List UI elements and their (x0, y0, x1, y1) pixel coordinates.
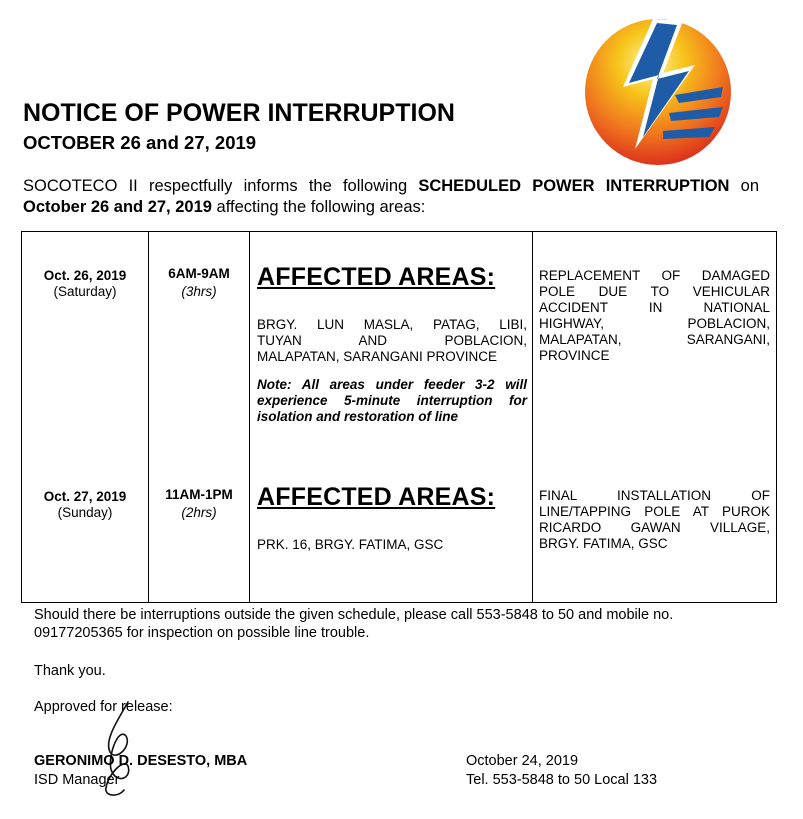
schedule-table (21, 231, 777, 603)
signatory-title: ISD Manager (34, 772, 120, 788)
telephone-number: Tel. 553-5848 to 50 Local 133 (466, 772, 658, 788)
reason-line: REPLACEMENT OF DAMAGED (539, 268, 770, 283)
schedule-row-2-date-cell (22, 489, 148, 521)
reason-line: ACCIDENT IN NATIONAL (539, 300, 770, 315)
intro-text: affecting the following areas: (211, 198, 426, 216)
affected-areas-heading: AFFECTED AREAS: (257, 483, 496, 511)
affected-area-line: TUYAN AND POBLACION, (257, 333, 527, 348)
approved-for-release-label: Approved for release: (34, 699, 173, 715)
schedule-duration: (3hrs) (181, 284, 217, 299)
feeder-note-line: Note: All areas under feeder 3-2 will (257, 377, 527, 392)
reason-line: PROVINCE (539, 348, 610, 363)
contact-note: Should there be interruptions outside the given schedule, please call 553-5848 to 50 and mobile no. 09177205365 for inspection on possible line trouble. (34, 607, 674, 641)
schedule-row-1-date-cell (22, 268, 148, 300)
column-divider (249, 232, 250, 602)
schedule-row-2-areas-cell (257, 483, 527, 553)
schedule-date: Oct. 27, 2019 (43, 489, 127, 504)
signatory-name: GERONIMO D. DESESTO, MBA (34, 753, 248, 769)
page-title: NOTICE OF POWER INTERRUPTION (23, 99, 455, 127)
schedule-day: (Sunday) (57, 505, 113, 520)
feeder-note-line: isolation and restoration of line (257, 409, 459, 424)
affected-area-line: MALAPATAN, SARANGANI PROVINCE (257, 349, 498, 364)
page-subtitle: OCTOBER 26 and 27, 2019 (23, 132, 257, 153)
schedule-row-2-time-cell (149, 487, 249, 521)
intro-date: October 26 and 27, 2019 (23, 198, 212, 216)
schedule-date: Oct. 26, 2019 (43, 268, 127, 283)
schedule-row-1-areas-cell (257, 263, 527, 425)
reason-line: LINE/TAPPING POLE AT PUROK (539, 504, 770, 519)
intro-text: SOCOTECO II respectfully informs the following (23, 177, 419, 195)
schedule-time: 11AM-1PM (165, 487, 233, 502)
schedule-duration: (2hrs) (181, 505, 217, 520)
reason-line: FINAL INSTALLATION OF (539, 488, 770, 503)
schedule-day: (Saturday) (53, 284, 117, 299)
feeder-note-line: experience 5-minute interruption for (257, 393, 527, 408)
affected-area-line: BRGY. LUN MASLA, PATAG, LIBI, (257, 317, 527, 332)
column-divider (532, 232, 533, 602)
intro-highlight: SCHEDULED POWER INTERRUPTION (418, 177, 730, 195)
affected-areas-heading: AFFECTED AREAS: (257, 263, 496, 291)
reason-line: HIGHWAY, POBLACION, (539, 316, 770, 331)
reason-line: POLE DUE TO VEHICULAR (539, 284, 770, 299)
affected-area-line: PRK. 16, BRGY. FATIMA, GSC (257, 537, 444, 552)
reason-line: MALAPATAN, SARANGANI, (539, 332, 770, 347)
schedule-time: 6AM-9AM (168, 266, 230, 281)
thank-you-text: Thank you. (34, 663, 106, 679)
socoteco-logo (583, 17, 733, 167)
intro-paragraph (23, 176, 759, 218)
intro-text: on (729, 177, 759, 195)
schedule-row-2-reason-cell (539, 488, 770, 552)
schedule-row-1-reason-cell (539, 268, 770, 364)
schedule-row-1-time-cell (149, 266, 249, 300)
reason-line: BRGY. FATIMA, GSC (539, 536, 668, 551)
reason-line: RICARDO GAWAN VILLAGE, (539, 520, 770, 535)
release-date: October 24, 2019 (466, 753, 579, 769)
